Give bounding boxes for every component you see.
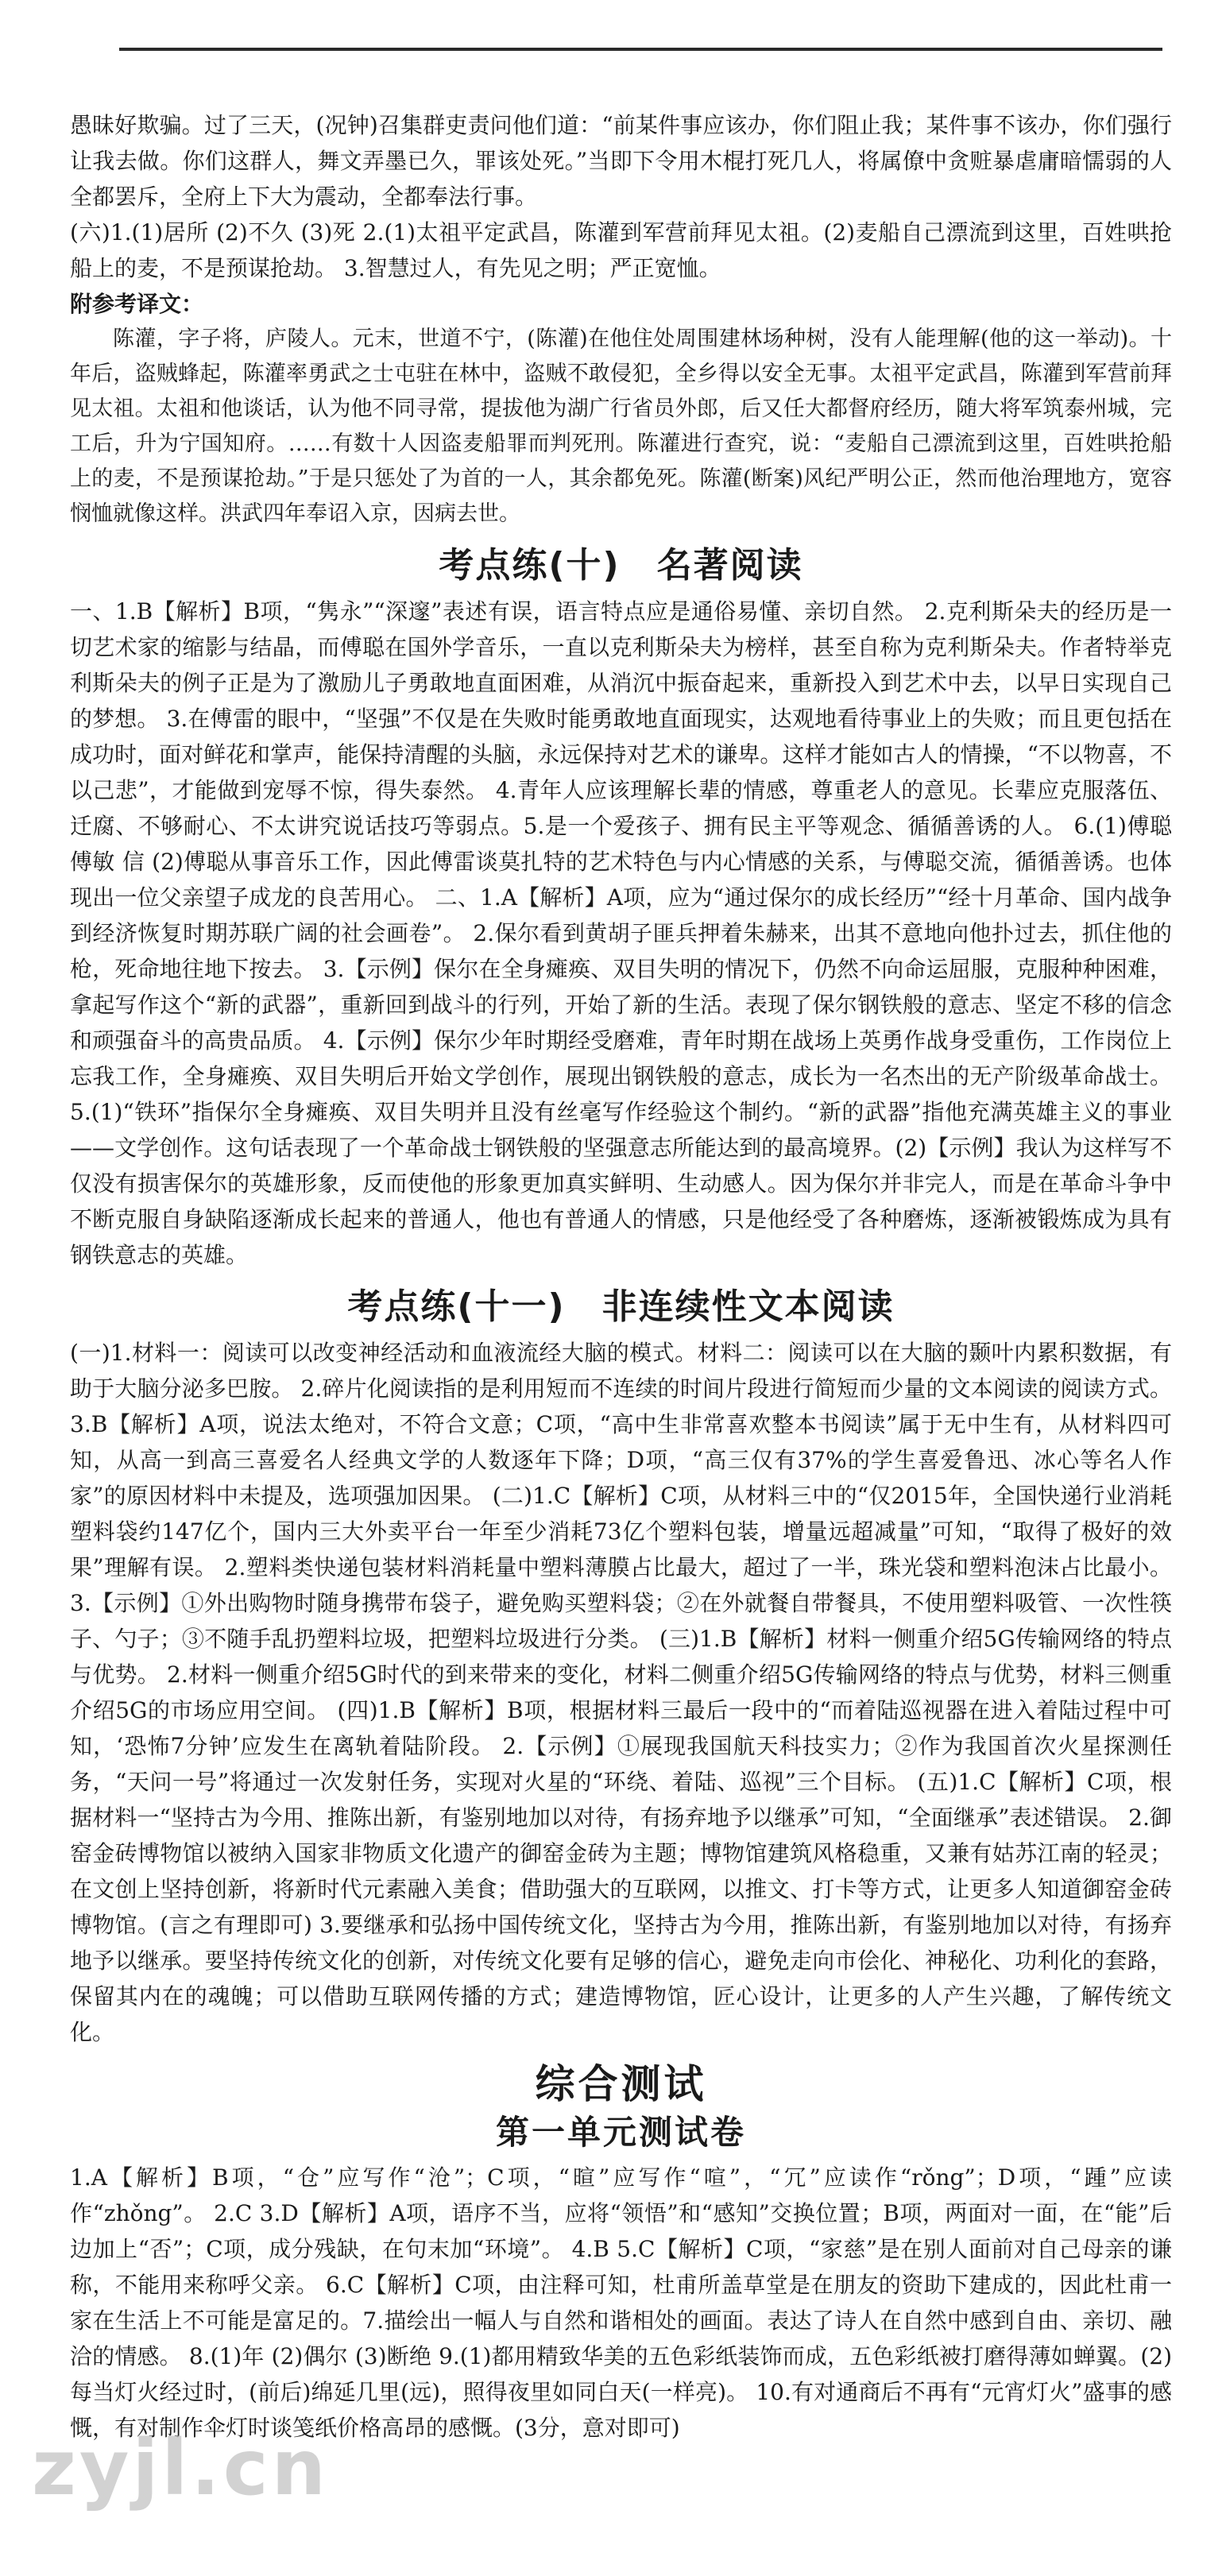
- section-11-text: (一)1.材料一：阅读可以改变神经活动和血液流经大脑的模式。材料二：阅读可以在大脑的颞叶内累积数据，有助于大脑分泌多巴胺。 2.碎片化阅读指的是利用短而不连续的时间片段进行简短而少量的文本阅读的阅读方式。 3.B【解析】A项，说法太绝对，不符合文意；C项，“高中生非常喜欢整本书阅读”属于无中生有，从材料四可知，从高一到高三喜爱名人经典文学的人数逐年下降；D项，“高三仅有37%的学生喜爱鲁迅、冰心等名人作家”的原因材料中未提及，选项强加因果。 (二)1.C【解析】C项，从材料三中的“仅2015年，全国快递行业消耗塑料袋约147亿个，国内三大外卖平台一年至少消耗73亿个塑料包装，增量远超减量”可知，“取得了极好的效果”理解有误。 2.塑料类快递包装材料消耗量中塑料薄膜占比最大，超过了一半，珠光袋和塑料泡沫占比最小。 3.【示例】①外出购物时随身携带布袋子，避免购买塑料袋；②在外就餐自带餐具，不使用塑料吸管、一次性筷子、勺子；③不随手乱扔塑料垃圾，把塑料垃圾进行分类。 (三)1.B【解析】材料一侧重介绍5G传输网络的特点与优势。 2.材料一侧重介绍5G时代的到来带来的变化，材料二侧重介绍5G传输网络的特点与优势，材料三侧重介绍5G的市场应用空间。 (四)1.B【解析】B项，根据材料三最后一段中的“而着陆巡视器在进入着陆过程中可知，‘恐怖7分钟’应发生在离轨着陆阶段。 2.【示例】①展现我国航天科技实力；②作为我国首次火星探测任务，“天问一号”将通过一次发射任务，实现对火星的“环绕、着陆、巡视”三个目标。 (五)1.C【解析】C项，根据材料一“坚持古为今用、推陈出新，有鉴别地加以对待，有扬弃地予以继承”可知，“全面继承”表述错误。 2.御窑金砖博物馆以被纳入国家非物质文化遗产的御窑金砖为主题；博物馆建筑风格稳重，又兼有姑苏江南的轻灵；在文创上坚持创新，将新时代元素融入美食；借助强大的互联网，以推文、打卡等方式，让更多人知道御窑金砖博物馆。(言之有理即可) 3.要继承和弘扬中国传统文化，坚持古为今用，推陈出新，有鉴别地加以对待，有扬弃地予以继承。要坚持传统文化的创新，对传统文化要有足够的信心，避免走向市侩化、神秘化、功利化的套路，保留其内在的魂魄；可以借助互联网传播的方式；建造博物馆，匠心设计，让更多的人产生兴趣，了解传统文化。: [70, 1340, 1172, 2045]
- comprehensive-test-title: 综合测试: [535, 2061, 707, 2107]
- paragraph-six-answers: (六)1.(1)居所 (2)不久 (3)死 2.(1)太祖平定武昌，陈灌到军营前拜见太祖。(2)麦船自己漂流到这里，百姓哄抢船上的麦，不是预谋抢劫。 3.智慧过人，有先见之明；严正宽恤。: [70, 219, 1172, 281]
- section-10-title: 考点练(十) 名著阅读: [439, 545, 803, 586]
- appendix-translation: 陈灌，字子将，庐陵人。元末，世道不宁，(陈灌)在他住处周围建林场种树，没有人能理解(他的这一举动)。十年后，盗贼蜂起，陈灌率勇武之士屯驻在林中，盗贼不敢侵犯，全乡得以安全无事。太祖平定武昌，陈灌到军营前拜见太祖。太祖和他谈话，认为他不同寻常，提拔他为湖广行省员外郎，后又任大都督府经历，随大将军筑泰州城，完工后，升为宁国知府。……有数十人因盗麦船罪而判死刑。陈灌进行查究，说：“麦船自己漂流到这里，百姓哄抢船上的麦，不是预谋抢劫。”于是只惩处了为首的一人，其余都免死。陈灌(断案)风纪严明公正，然而他治理地方，宽容悯恤就像这样。洪武四年奉诏入京，因病去世。: [70, 327, 1172, 526]
- top-rule: [119, 48, 1162, 51]
- section-10-text: 一、1.B【解析】B项，“隽永”“深邃”表述有误，语言特点应是通俗易懂、亲切自然。 2.克利斯朵夫的经历是一切艺术家的缩影与结晶，而傅聪在国外学音乐，一直以克利斯朵夫为榜样，甚至自称为克利斯朵夫。作者特举克利斯朵夫的例子正是为了激励儿子勇敢地直面困难，从消沉中振奋起来，重新投入到艺术中去，以早日实现自己的梦想。 3.在傅雷的眼中，“坚强”不仅是在失败时能勇敢地直面现实，达观地看待事业上的失败；而且更包括在成功时，面对鲜花和掌声，能保持清醒的头脑，永远保持对艺术的谦卑。这样才能如古人的情操，“不以物喜，不以己悲”，才能做到宠辱不惊，得失泰然。 4.青年人应该理解长辈的情感，尊重老人的意见。长辈应克服落伍、迁腐、不够耐心、不太讲究说话技巧等弱点。5.是一个爱孩子、拥有民主平等观念、循循善诱的人。 6.(1)傅聪 傅敏 信 (2)傅聪从事音乐工作，因此傅雷谈莫扎特的艺术特色与内心情感的关系，与傅聪交流，循循善诱。也体现出一位父亲望子成龙的良苦用心。 二、1.A【解析】A项，应为“通过保尔的成长经历”“经十月革命、国内战争到经济恢复时期苏联广阔的社会画卷”。 2.保尔看到黄胡子匪兵押着朱赫来，出其不意地向他扑过去，抓住他的枪，死命地往地下按去。 3.【示例】保尔在全身瘫痪、双目失明的情况下，仍然不向命运屈服，克服种种困难，拿起写作这个“新的武器”，重新回到战斗的行列，开始了新的生活。表现了保尔钢铁般的意志、坚定不移的信念和顽强奋斗的高贵品质。 4.【示例】保尔少年时期经受磨难，青年时期在战场上英勇作战身受重伤，工作岗位上忘我工作，全身瘫痪、双目失明后开始文学创作，展现出钢铁般的意志，成长为一名杰出的无产阶级革命战士。 5.(1)“铁环”指保尔全身瘫痪、双目失明并且没有丝毫写作经验这个制约。“新的武器”指他充满英雄主义的事业——文学创作。这句话表现了一个革命战士钢铁般的坚强意志所能达到的最高境界。(2)【示例】我认为这样写不仅没有损害保尔的英雄形象，反而使他的形象更加真实鲜明、生动感人。因为保尔并非完人，而是在革命斗争中不断克服自身缺陷逐渐成长起来的普通人，他也有普通人的情感，只是他经受了各种磨炼，逐渐被锻炼成为具有钢铁意志的英雄。: [70, 598, 1172, 1268]
- watermark: zyjl.cn: [32, 2423, 329, 2512]
- section-11-title: 考点练(十一) 非连续性文本阅读: [347, 1286, 895, 1327]
- paragraph-continuation: 愚昧好欺骗。过了三天，(况钟)召集群吏责问他们道：“前某件事应该办，你们阻止我；某件事不该办，你们强行让我去做。你们这群人，舞文弄墨已久，罪该处死。”当即下令用木棍打死几人，将属僚中贪赃暴虐庸暗懦弱的人全都罢斥，全府上下大为震动，全都奉法行事。: [70, 112, 1172, 210]
- appendix-label: 附参考译文：: [70, 291, 204, 317]
- unit-test-title: 第一单元测试卷: [495, 2113, 746, 2152]
- unit-test-text: 1.A【解析】B项，“仓”应写作“沧”；C项，“暄”应写作“喧”，“冗”应读作“rǒng”；D项，“踵”应读作“zhǒng”。 2.C 3.D【解析】A项，语序不当，应将“领悟”和“感知”交换位置；B项，两面对一面，在“能”后边加上“否”；C项，成分残缺，在句末加“环境”。 4.B 5.C【解析】C项，“家慈”是在别人面前对自己母亲的谦称，不能用来称呼父亲。 6.C【解析】C项，由注释可知，杜甫所盖草堂是在朋友的资助下建成的，因此杜甫一家在生活上不可能是富足的。7.描绘出一幅人与自然和谐相处的画面。表达了诗人在自然中感到自由、亲切、融洽的情感。 8.(1)年 (2)偶尔 (3)断绝 9.(1)都用精致华美的五色彩纸装饰而成，五色彩纸被打磨得薄如蝉翼。(2)每当灯火经过时，(前后)绵延几里(远)，照得夜里如同白天(一样亮)。 10.有对通商后不再有“元宵灯火”盛事的感慨，有对制作伞灯时谈笺纸价格高昂的感慨。(3分，意对即可): [70, 2164, 1172, 2441]
